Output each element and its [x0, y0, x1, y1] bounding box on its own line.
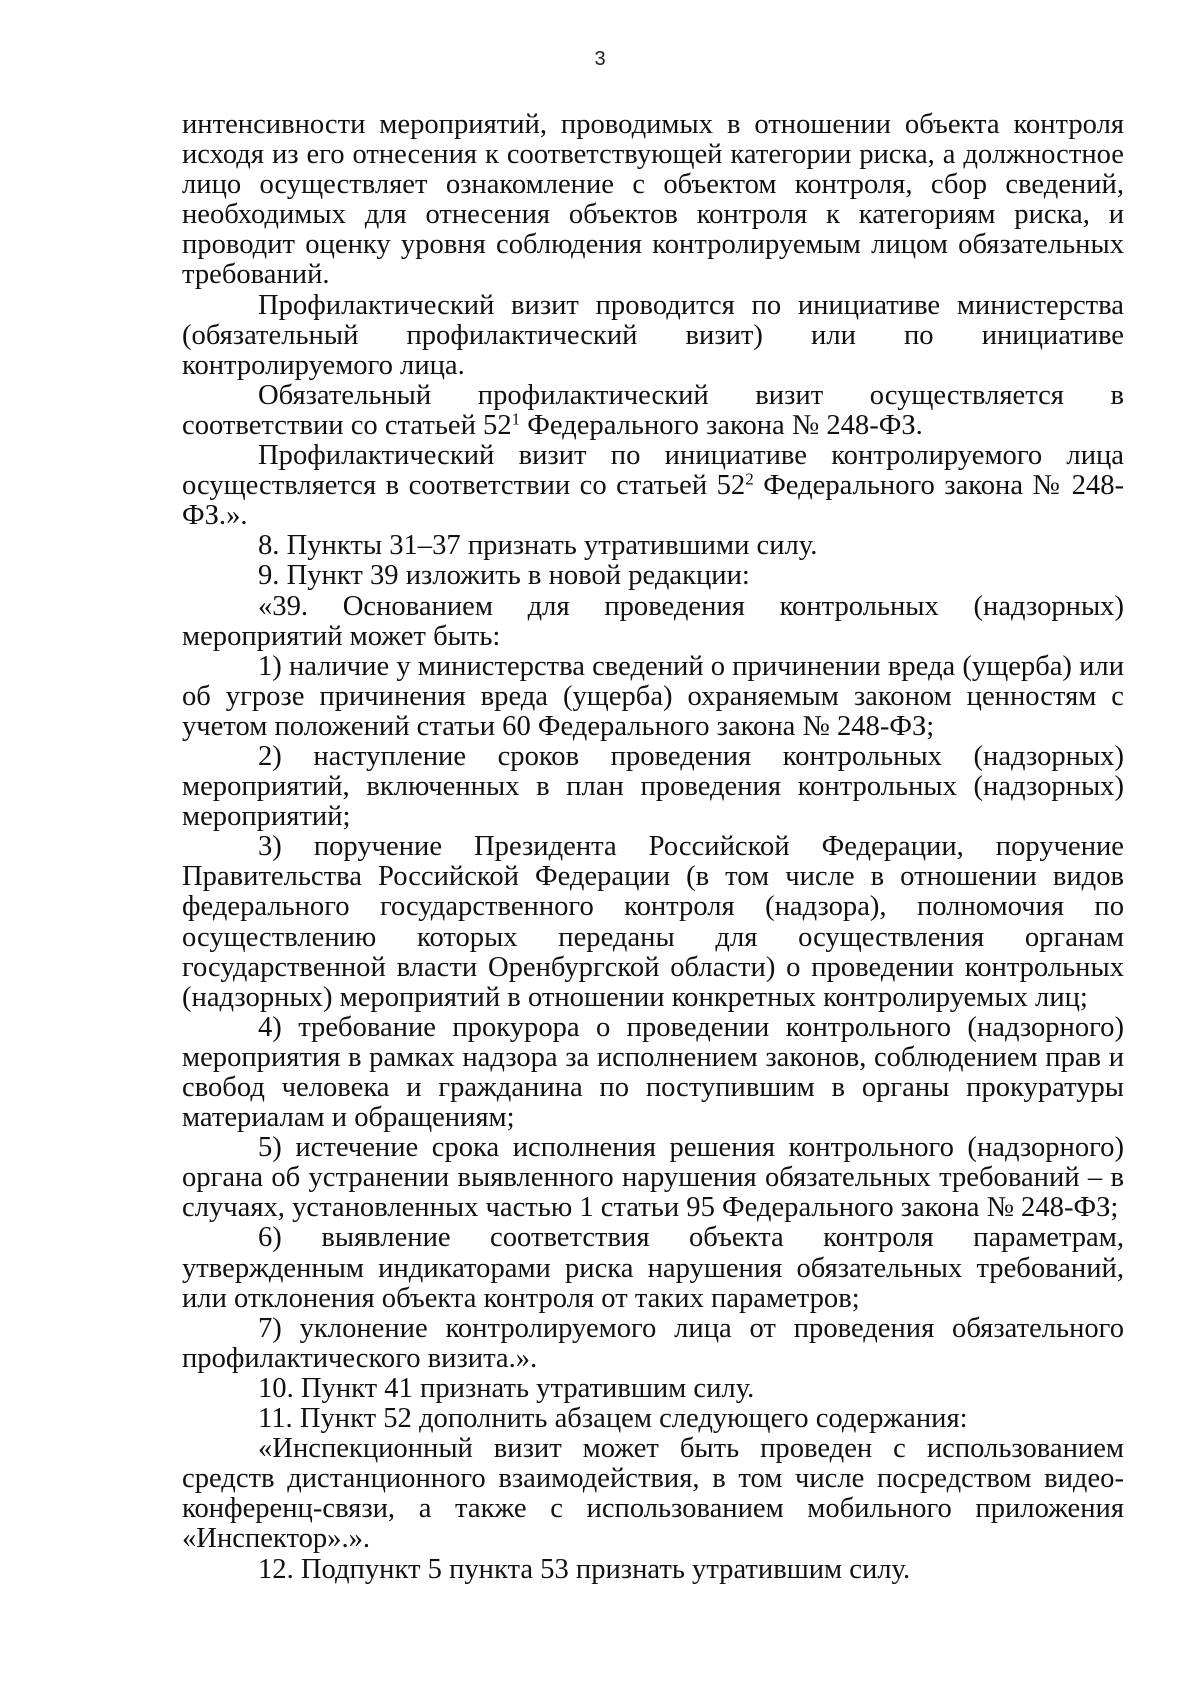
paragraph-mandatory-visit	[182, 381, 1124, 441]
paragraph-item-10: 10. Пункт 41 признать утратившим силу.	[258, 1372, 755, 1404]
paragraph-subclause-1: 1) наличие у министерства сведений о причинении вреда (ущерба) или об угрозе причинения вреда (ущерба) охраняемым законом ценностям с учетом положений статьи 60 Федерального закона № 248-ФЗ;	[182, 650, 1124, 742]
paragraph-subclause-4: 4) требование прокурора о проведении контрольного (надзорного) мероприятия в рамках надзора за исполнением законов, соблюдением прав и свобод человека и гражданина по поступившим в органы прокуратуры материалам и обращениям;	[182, 1011, 1124, 1134]
superscript: 1	[511, 409, 521, 429]
paragraph-subclause-7: 7) уклонение контролируемого лица от проведения обязательного профилактического визита.».	[182, 1312, 1124, 1374]
paragraph-item-9: 9. Пункт 39 изложить в новой редакции:	[258, 560, 750, 592]
paragraph-subclause-5: 5) истечение срока исполнения решения контрольного (надзорного) органа об устранении выявленного нарушения обязательных требований – в случаях, установленных частью 1 статьи 95 Федерального закона № 248-ФЗ;	[182, 1132, 1124, 1224]
superscript: 2	[745, 469, 754, 489]
paragraph-item-11: 11. Пункт 52 дополнить абзацем следующего содержания:	[258, 1403, 968, 1435]
paragraph-inspection-visit: «Инспекционный визит может быть проведен с использованием средств дистанционного взаимодействия, в том числе посредством видео-конференц-связи, а также с использованием мобильного приложения «Инспектор».».	[182, 1433, 1124, 1555]
paragraph-subclause-3: 3) поручение Президента Российской Федерации, поручение Правительства Российской Федерации (в том числе в отношении видов федерального государственного контроля (надзора), полномочия по осуществлению которых переданы для осуществления органам государственной власти Оренбургской области) о проведении контрольных (надзорных) мероприятий в отношении конкретных контролируемых лиц;	[182, 831, 1124, 1013]
paragraph-continuation: интенсивности мероприятий, проводимых в отношении объекта контроля исходя из его отнесения к соответствующей категории риска, а должностное лицо осуществляет ознакомление с объектом контроля, сбор сведений, необходимых для отнесения объектов контроля к категориям риска, и проводит оценку уровня соблюдения контролируемым лицом обязательных требований.	[182, 109, 1124, 291]
paragraph-item-8: 8. Пункты 31–37 признать утратившими силу.	[258, 530, 818, 562]
page-number: 3	[594, 48, 606, 70]
paragraph-item-12: 12. Подпункт 5 пункта 53 признать утратившим силу.	[258, 1553, 911, 1585]
text-fragment: Профилактический визит по инициативе контролируемого лица осуществляется в соответствии со статьей 52	[182, 440, 1124, 502]
paragraph-subclause-2: 2) наступление сроков проведения контрольных (надзорных) мероприятий, включенных в план проведения контрольных (надзорных) мероприятий;	[182, 740, 1124, 833]
document-body	[182, 110, 1124, 1585]
paragraph-initiative-visit	[182, 441, 1124, 531]
paragraph-prophylactic-visit: Профилактический визит проводится по инициативе министерства (обязательный профилактический визит) или по инициативе контролируемого лица.	[182, 289, 1124, 381]
text-fragment: Федерального закона № 248-ФЗ.	[520, 409, 923, 441]
paragraph-clause-39: «39. Основанием для проведения контрольных (надзорных) мероприятий может быть:	[182, 590, 1124, 652]
text-fragment: Обязательный профилактический визит осуществляется в соответствии со статьей 52	[182, 379, 1124, 441]
text-fragment: Федерального закона № 248-ФЗ.».	[182, 470, 1125, 532]
paragraph-subclause-6: 6) выявление соответствия объекта контроля параметрам, утвержденным индикаторами риска нарушения обязательных требований, или отклонения объекта контроля от таких параметров;	[182, 1222, 1124, 1314]
